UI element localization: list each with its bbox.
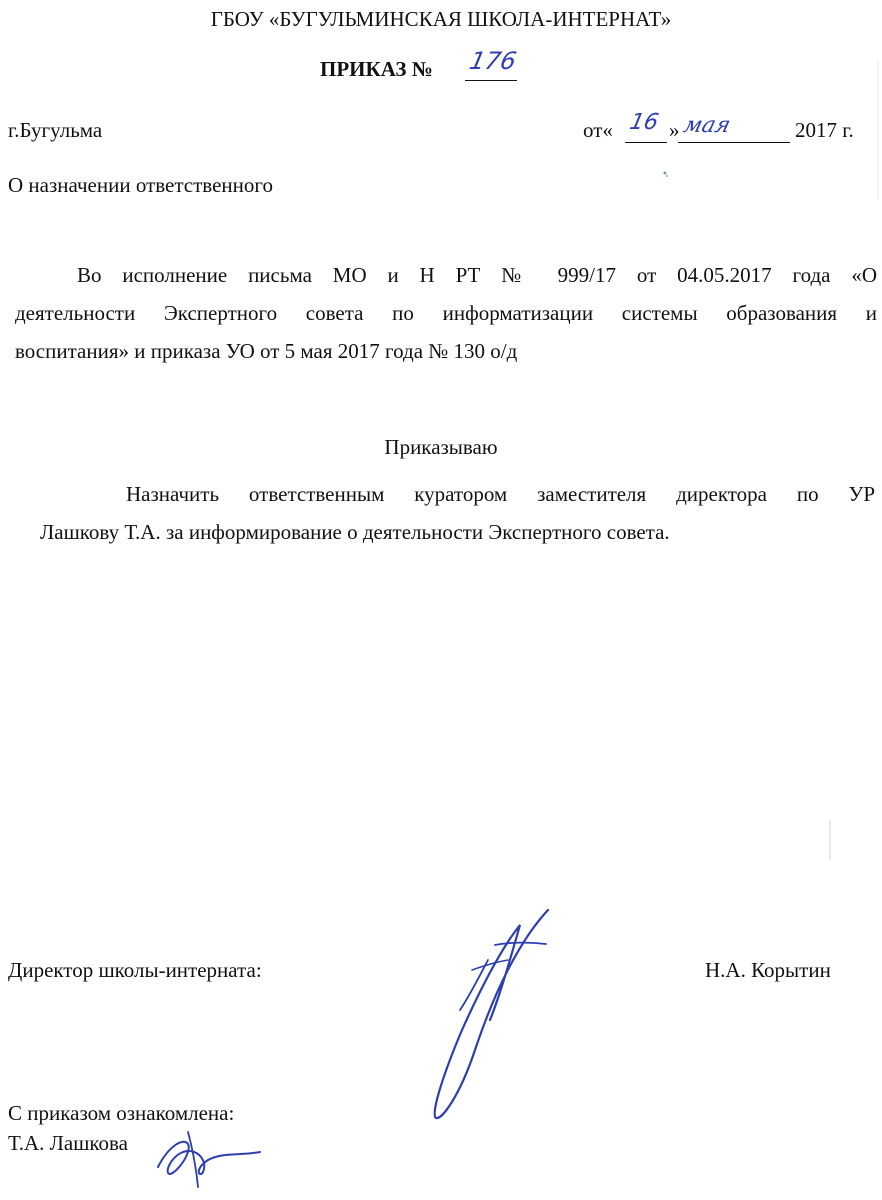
order-number-handwritten: 176 — [467, 47, 519, 75]
assignment-line: Лашкову Т.А. за информирование о деятельности Экспертного совета. — [40, 520, 670, 544]
date-prefix: от« — [583, 118, 613, 142]
date-day-underline — [625, 142, 667, 143]
order-title: ПРИКАЗ № — [320, 57, 433, 81]
order-number-underline — [465, 80, 517, 81]
preamble-line: деятельности Экспертного совета по информатизации системы образования и — [15, 301, 877, 325]
director-signature — [400, 900, 570, 1130]
preamble-line: Во исполнение письма МО и Н РТ № 999/17 от 04.05.2017 года «О — [77, 263, 877, 287]
date-quote-close: » — [669, 118, 680, 142]
director-name: Н.А. Корытин — [705, 958, 831, 982]
director-label: Директор школы-интерната: — [8, 958, 262, 982]
acknowledgement-label: С приказом ознакомлена: — [8, 1101, 235, 1125]
date-month-underline — [678, 142, 790, 143]
acknowledgement-name: Т.А. Лашкова — [8, 1131, 128, 1155]
date-day-handwritten: 16 — [627, 110, 661, 135]
assignment-line: Назначить ответственным куратором заместителя директора по УР — [126, 482, 875, 506]
preamble-line: воспитания» и приказа УО от 5 мая 2017 года № 130 о/д — [15, 339, 518, 363]
city: г.Бугульма — [8, 118, 103, 142]
order-subject: О назначении ответственного — [8, 173, 273, 197]
school-name: ГБОУ «БУГУЛЬМИНСКАЯ ШКОЛА-ИНТЕРНАТ» — [210, 7, 672, 31]
order-directive-heading: Приказываю — [384, 435, 498, 459]
date-month-handwritten: мая — [680, 113, 734, 138]
date-year: 2017 г. — [795, 118, 854, 142]
preamble-paragraph — [15, 256, 877, 370]
assignment-paragraph — [40, 475, 875, 551]
acknowledgement-signature — [148, 1112, 268, 1192]
